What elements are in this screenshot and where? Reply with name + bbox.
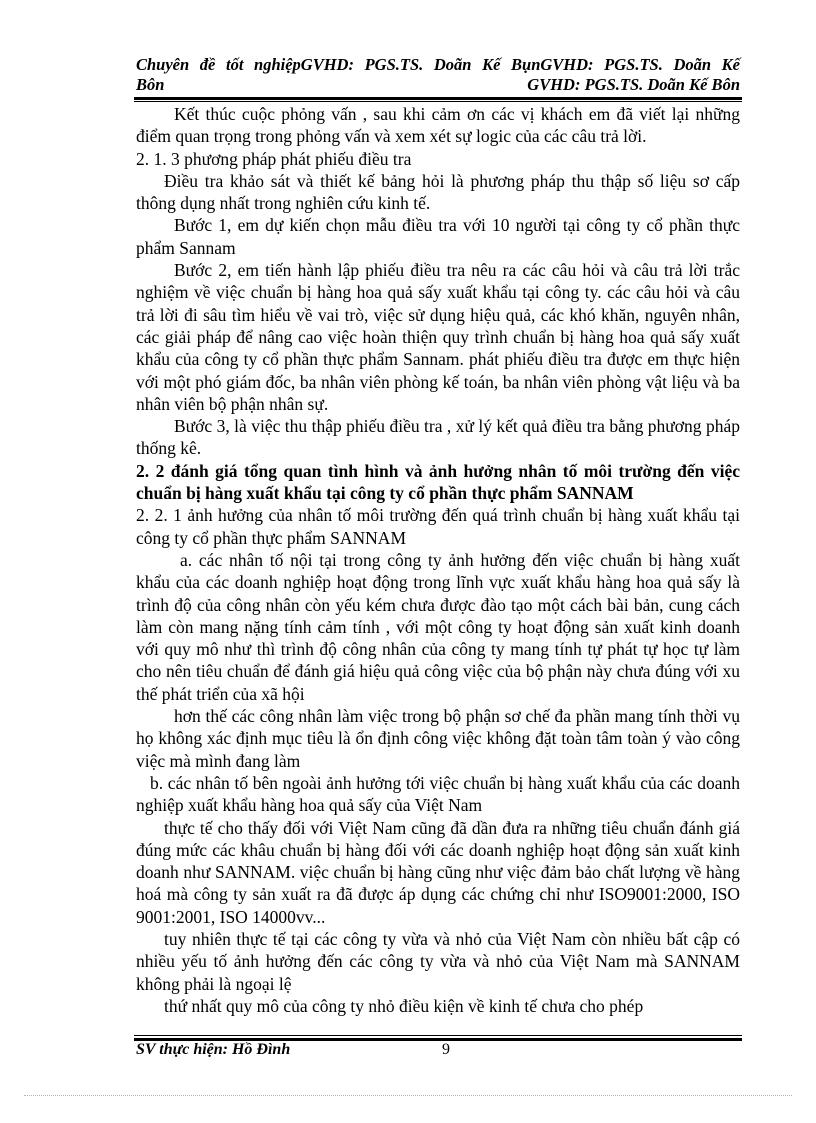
header-line-1: Chuyên đề tốt nghiệpGVHD: PGS.TS. Doãn Kế BụnGVHD: PGS.TS. Doãn Kế xyxy=(136,55,740,74)
header-line-2 xyxy=(136,75,740,95)
paragraph: tuy nhiên thực tế tại các công ty vừa và nhỏ của Việt Nam còn nhiều bất cập có nhiều yếu tố ảnh hưởng đến các công ty vừa và nhỏ của Việt Nam mà SANNAM không phải là ngoại lệ xyxy=(136,928,740,994)
paragraph: Bước 1, em dự kiến chọn mẫu điều tra với 10 người tại công ty cổ phần thực phẩm Sannam xyxy=(136,215,740,258)
subsection-heading: 2. 2. 1 ảnh hưởng của nhân tố môi trường đến quá trình chuẩn bị hàng xuất khẩu tại công ty cổ phần thực phẩm SANNAM xyxy=(136,505,740,548)
footer-author: SV thực hiện: Hồ Đình xyxy=(136,1041,291,1058)
paragraph: Bước 2, em tiến hành lập phiếu điều tra nêu ra các câu hỏi và câu trả lời trắc nghiệm về việc chuẩn bị hàng hoa quả sấy xuất khẩu tại công ty. các câu hỏi và câu trả lời đi sâu tìm hiểu về vai trò, việc sử dụng hiệu quả, các khó khăn, nguyên nhân, các giải pháp để nâng cao việc hoàn thiện quy trình chuẩn bị hàng hoa quả sấy xuất khẩu của công ty cổ phần thực phẩm Sannam. phát phiếu điều tra được em thực hiện với một phó giám đốc, ba nhân viên phòng kế toán, ba nhân viên phòng vật liệu và ba nhân viên bộ phận nhân sự. xyxy=(136,260,740,414)
page-footer xyxy=(136,1041,740,1063)
page-header xyxy=(136,55,740,95)
paragraph: thứ nhất quy mô của công ty nhỏ điều kiện về kinh tế chưa cho phép xyxy=(164,995,644,1016)
paragraph: b. các nhân tố bên ngoài ảnh hưởng tới việc chuẩn bị hàng xuất khẩu của các doanh nghiệp xuất khẩu hàng hoa quả sấy của Việt Nam xyxy=(136,772,740,816)
page-boundary-dotted-line xyxy=(24,1095,792,1096)
paragraph: thực tế cho thấy đối với Việt Nam cũng đã dần đưa ra những tiêu chuẩn đánh giá đúng mức các khâu chuẩn bị hàng đối với các doanh nghiệp hoạt động sản xuất kinh doanh như SANNAM. việc chuẩn bị hàng cũng như việc đảm bảo chất lượng về hàng hoá mà công ty sản xuất ra đã được áp dụng các chứng chỉ như ISO9001:2000, ISO 9001:2001, ISO 14000vv... xyxy=(136,817,740,927)
paragraph: Kết thúc cuộc phỏng vấn , sau khi cảm ơn các vị khách em đã viết lại những điểm quan trọng trong phỏng vấn và xem xét sự logic của các câu trả lời. xyxy=(136,104,740,147)
paragraph: hơn thế các công nhân làm việc trong bộ phận sơ chế đa phần mang tính thời vụ họ không xác định mục tiêu là ổn định công việc không đặt toàn tâm toàn ý vào công việc mà mình đang làm xyxy=(136,706,740,771)
paragraph: Bước 3, là việc thu thập phiếu điều tra , xử lý kết quả điều tra bằng phương pháp thống kê. xyxy=(136,416,740,459)
page-number: 9 xyxy=(442,1041,450,1058)
paragraph: Điều tra khảo sát và thiết kế bảng hỏi là phương pháp thu thập số liệu sơ cấp thông dụng nhất trong nghiên cứu kinh tế. xyxy=(136,170,740,214)
footer-rule-thin xyxy=(134,1035,742,1036)
header-line-2-left: Bôn xyxy=(136,75,165,94)
header-rule-thin xyxy=(134,101,742,102)
header-rule-thick xyxy=(134,97,742,100)
body-text xyxy=(136,103,740,1017)
header-line-2-right: GVHD: PGS.TS. Doãn Kế Bôn xyxy=(527,75,740,94)
paragraph: a. các nhân tố nội tại trong công ty ảnh hưởng đến việc chuẩn bị hàng xuất khẩu của các doanh nghiệp hoạt động trong lĩnh vực xuất khẩu hàng hoa quả sấy là trình độ của công nhân còn yếu kém chưa được đào tạo một cách bài bản, cung cách làm còn mang nặng tính cảm tính , với một công ty hoạt động sản xuất kinh doanh với quy mô như thì trình độ công nhân của công ty mang tính tự phát tự học tự làm cho nên tiêu chuẩn để đánh giá hiệu quả công việc của bộ phận này chưa đúng với xu thế phát triển của xã hội xyxy=(136,549,740,704)
section-heading-bold: 2. 2 đánh giá tổng quan tình hình và ảnh hưởng nhân tố môi trường đến việc chuẩn bị hàng xuất khẩu tại công ty cổ phần thực phẩm SANNAM xyxy=(136,460,740,504)
section-heading: 2. 1. 3 phương pháp phát phiếu điều tra xyxy=(136,148,412,169)
